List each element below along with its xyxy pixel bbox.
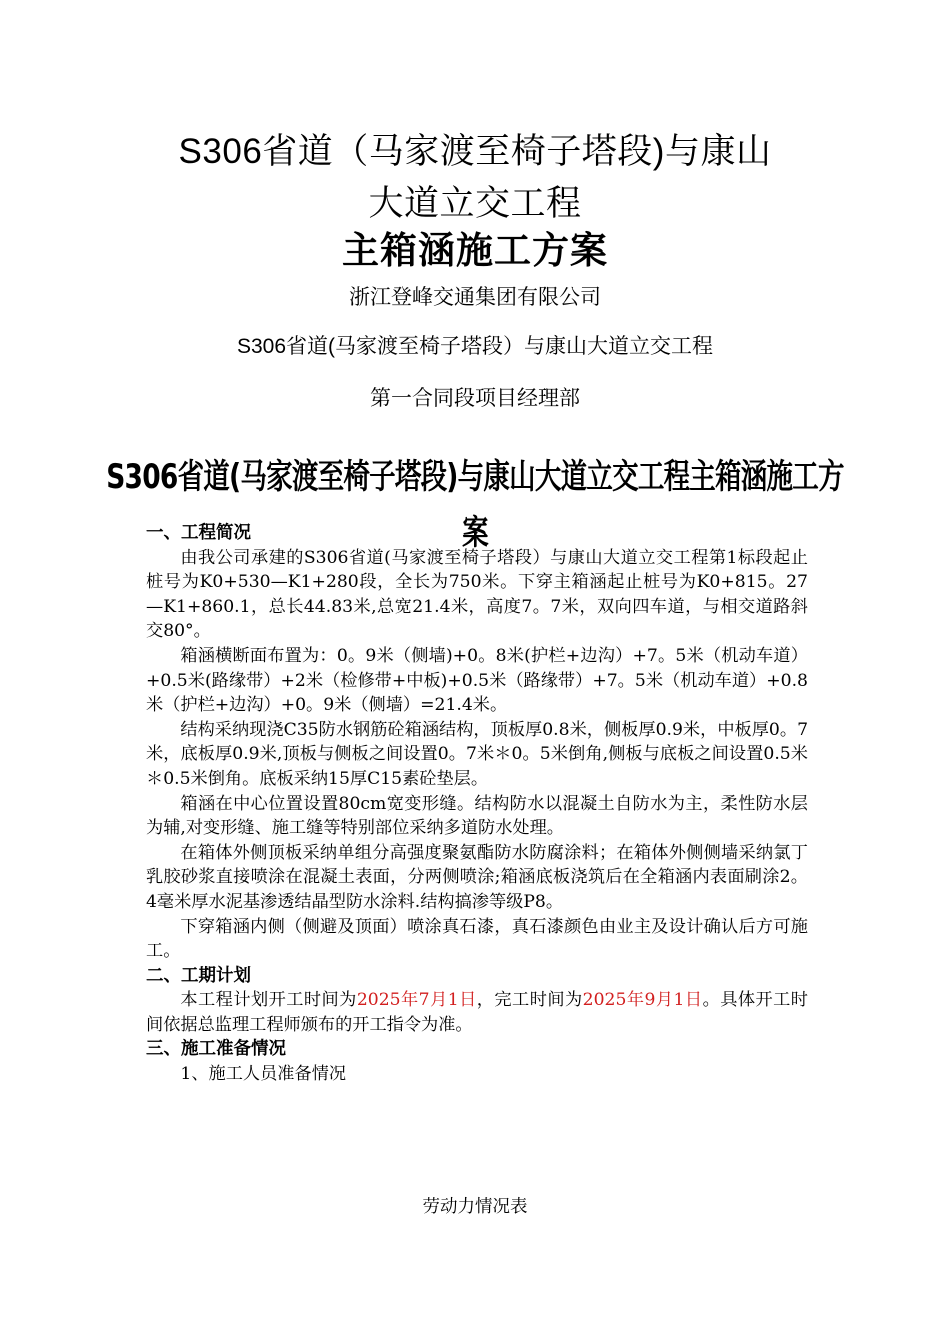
cover-org-line3: 第一合同段项目经理部 — [370, 387, 580, 410]
cover-title — [0, 126, 950, 230]
subsection-title: 1、施工人员准备情况 — [180, 1064, 347, 1085]
paragraph: 结构采纳现浇C35防水钢筋砼箱涵结构，顶板厚0.8米，侧板厚0.9米，中板厚0。7米，底板厚0.9米,顶板与侧板之间设置0。7米＊0。5米倒角,侧板与底板之间设置0.5米＊0.5米倒角。底板采纳15厚C15素砼垫层。 — [146, 719, 808, 789]
schedule-text: ，完工时间为 — [476, 990, 583, 1011]
cover-title-line1: S306省道（马家渡至椅子塔段)与康山 — [178, 132, 772, 171]
paragraph: 箱涵在中心位置设置80cm宽变形缝。结构防水以混凝土自防水为主，柔性防水层为辅,对变形缝、施工缝等特别部位采纳多道防水处理。 — [146, 793, 808, 839]
cover-org-line2: S306省道(马家渡至椅子塔段）与康山大道立交工程 — [236, 335, 714, 358]
document-heading: S306省道(马家渡至椅子塔段)与康山大道立交工程主箱涵施工方案 — [106, 457, 844, 553]
cover-main-title: 主箱涵施工方案 — [342, 229, 608, 272]
start-date: 2025年7月1日 — [356, 990, 477, 1011]
paragraph: 由我公司承建的S306省道(马家渡至椅子塔段）与康山大道立交工程第1标段起止桩号为K0+530—K1+280段，全长为750米。下穿主箱涵起止桩号为K0+815。27—K1+860.1，总长44.83米,总宽21.4米，高度7。7米，双向四车道，与相交道路斜交80°。 — [146, 547, 808, 642]
section-title: 一、工程简况 — [146, 523, 251, 543]
end-date: 2025年9月1日 — [582, 990, 703, 1011]
paragraph: 箱涵横断面布置为：0。9米（侧墙)+0。8米(护栏+边沟）+7。5米（机动车道）+0.5米(路缘带）+2米（检修带+中板)+0.5米（路缘带）+7。5米（机动车道）+0.8米（护栏+边沟）+0。9米（侧墙）=21.4米。 — [146, 645, 808, 716]
schedule-text: 本工程计划开工时间为 — [180, 990, 357, 1011]
schedule-text: 。具体开工时间依据总监理工程师颁布的开工指令为准。 — [146, 990, 808, 1035]
table-title: 劳动力情况表 — [422, 1197, 528, 1217]
document-body — [146, 521, 808, 1087]
cover-title-line2: 大道立交工程 — [368, 184, 582, 223]
cover-org-line1: 浙江登峰交通集团有限公司 — [349, 286, 601, 309]
section-title: 三、施工准备情况 — [146, 1039, 286, 1060]
schedule-paragraph — [146, 988, 808, 1037]
section-title: 二、工期计划 — [146, 965, 251, 986]
paragraph: 在箱体外侧顶板采纳单组分高强度聚氨酯防水防腐涂料；在箱体外侧侧墙采纳氯丁乳胶砂浆直接喷涂在混凝土表面，分两侧喷涂;箱涵底板浇筑后在全箱涵内表面刷涂2。4毫米厚水泥基渗透结晶型防水涂料.结构搞渗等级P8。 — [146, 842, 808, 912]
paragraph: 下穿箱涵内侧（侧避及顶面）喷涂真石漆，真石漆颜色由业主及设计确认后方可施工。 — [146, 916, 808, 962]
